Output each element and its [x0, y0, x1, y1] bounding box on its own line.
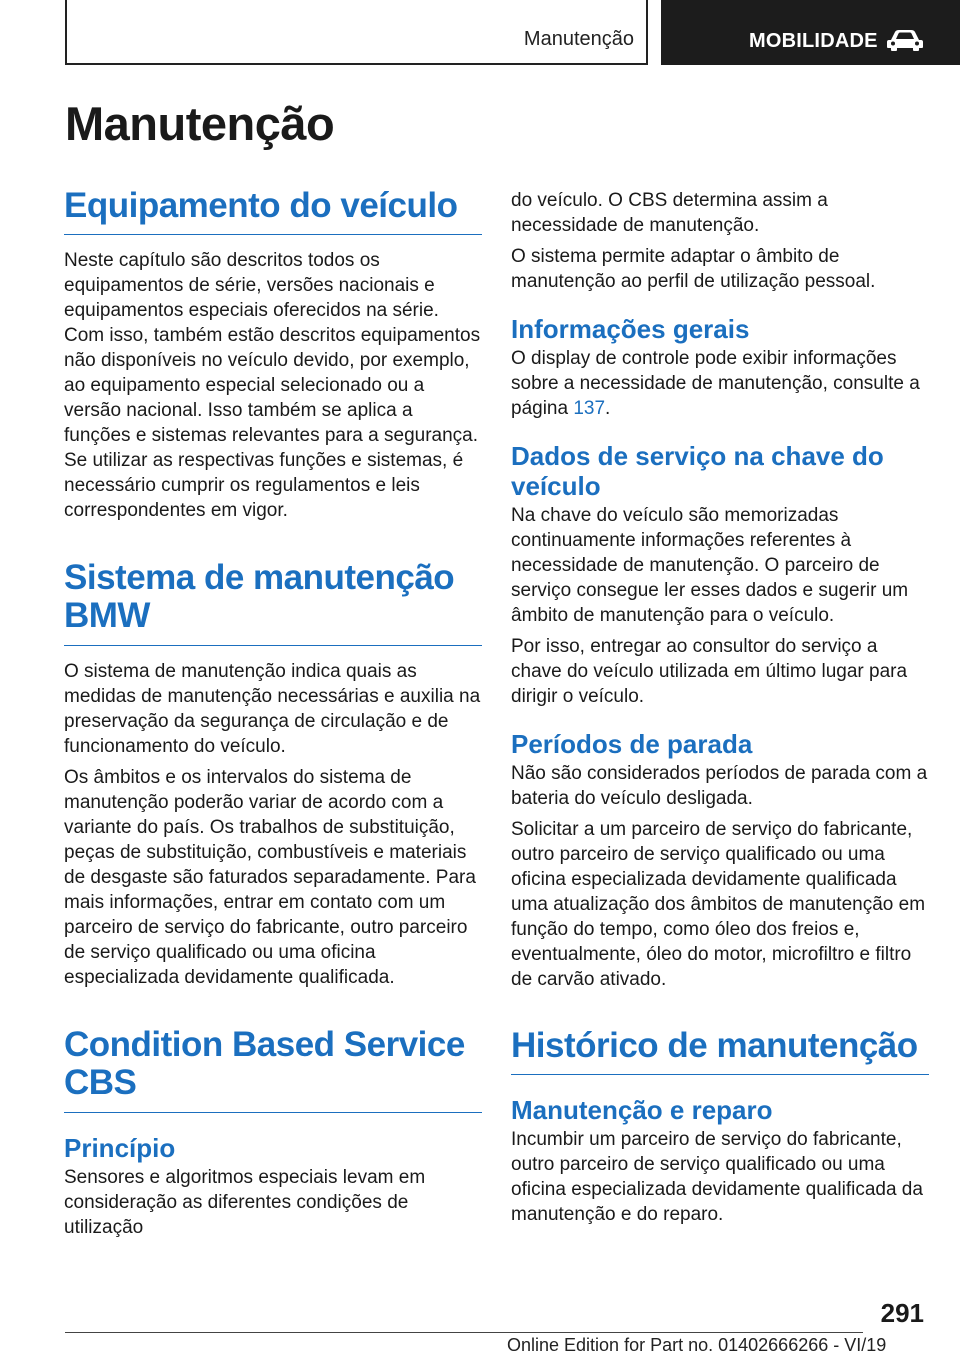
paragraph-informacoes-text: O display de controle pode exibir informações sobre a necessidade de manutenção, consulte a página: [511, 348, 920, 419]
paragraph-cbs-cont-2: O sistema permite adaptar o âmbito de manutenção ao perfil de utilização pessoal.: [511, 246, 876, 292]
paragraph-principio: Sensores e algoritmos especiais levam em consideração as diferentes condições de utilização: [64, 1167, 426, 1238]
paragraph-reparo: Incumbir um parceiro de serviço do fabricante, outro parceiro de serviço qualificado ou uma oficina especializada devidamente qualificada da manutenção e do reparo.: [511, 1129, 923, 1225]
paragraph-informacoes-end: .: [605, 398, 611, 419]
footer-edition: Online Edition for Part no. 01402666266 - VI/19: [507, 1335, 887, 1355]
page-title: Manutenção: [65, 97, 335, 150]
header-section-label: Manutenção: [523, 28, 634, 50]
header-chapter-box: [661, 0, 960, 65]
heading-principio: Princípio: [64, 1133, 176, 1163]
paragraph-cbs-cont-1: do veículo. O CBS determina assim a necessidade de manutenção.: [511, 190, 828, 236]
paragraph-periodos-1: Não são considerados períodos de parada com a bateria do veículo desligada.: [511, 763, 928, 809]
page-number: 291: [880, 1298, 924, 1328]
footer-divider: [65, 1332, 863, 1333]
header-section-box: [65, 0, 648, 65]
heading-sistema-manutencao: Sistema de manutenção BMW: [64, 559, 482, 646]
heading-periodos-parada: Períodos de parada: [511, 729, 753, 759]
paragraph-periodos-2: Solicitar a um parceiro de serviço do fabricante, outro parceiro de serviço qualificado ou uma oficina especializada devidamente qualificada uma atualização dos âmbitos de manutenção em função do tempo, como óleo dos freios e, eventualmente, óleo do motor, microfiltro e filtro de carvão ativado.: [511, 819, 926, 990]
left-column: [64, 188, 482, 1246]
paragraph-dados-2: Por isso, entregar ao consultor do serviço a chave do veículo utilizada em último lugar para dirigir o veículo.: [511, 636, 908, 707]
heading-historico: Histórico de manutenção: [511, 1028, 929, 1075]
right-column: [511, 188, 929, 1233]
paragraph-sistema-1: O sistema de manutenção indica quais as medidas de manutenção necessárias e auxilia na preservação da segurança de circulação e de funcionamento do veículo.: [64, 661, 481, 757]
heading-dados-servico: Dados de serviço na chave do veículo: [511, 441, 884, 501]
heading-equipamento: Equipamento do veículo: [64, 188, 482, 235]
paragraph-informacoes: [511, 346, 929, 421]
header-chapter-label: MOBILIDADE: [749, 30, 878, 52]
heading-manutencao-reparo: Manutenção e reparo: [511, 1095, 773, 1125]
paragraph-dados-1: Na chave do veículo são memorizadas continuamente informações referentes à necessidade de manutenção. O parceiro de serviço consegue ler esses dados e sugerir um âmbito de manutenção para o veículo.: [511, 505, 909, 626]
page-link-137[interactable]: 137: [573, 398, 606, 419]
paragraph-sistema-2: Os âmbitos e os intervalos do sistema de manutenção poderão variar de acordo com a variante do país. Os trabalhos de substituição, peças de substituição, combustíveis e materiais de desgaste são faturados separadamente. Para mais informações, entrar em contato com um parceiro de serviço do fabricante, outro parceiro de serviço qualificado ou uma oficina especializada devidamente qualificada.: [64, 767, 476, 988]
heading-cbs: Condition Based Service CBS: [64, 1026, 482, 1113]
paragraph-equipamento: Neste capítulo são descritos todos os equipamentos de série, versões nacionais e equipamentos especiais oferecidos na série. Com isso, também estão descritos equipamentos não disponíveis no veículo devido, por exemplo, ao equipamento especial selecionado ou a versão nacional. Isso também se aplica a funções e sistemas relevantes para a segurança. Se utilizar as respectivas funções e sistemas, é necessário cumprir os regulamentos e leis correspondentes em vigor.: [64, 250, 481, 521]
car-icon: [885, 28, 925, 52]
heading-informacoes-gerais: Informações gerais: [511, 314, 750, 344]
